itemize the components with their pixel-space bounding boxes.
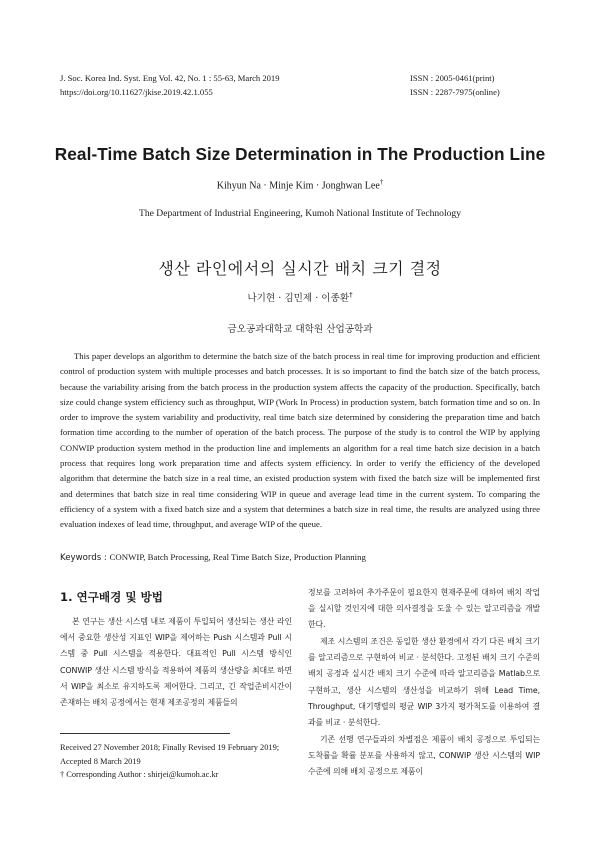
body-left-column: 본 연구는 생산 시스템 내로 제품이 투입되어 생산되는 생산 라인에서 중요한 생산성 지표인 WIP을 제어하는 Push 시스템과 Pull 시스템 중 Pull 시스템을 적용한다. 대표적인 Pull 시스템 방식인 CONWIP 생산 시스템 방식을 적용하여 제품의 생산량을 최대로 하면서 WIP을 최소로 유지하도록 제어한다. 그리고, 긴 작업준비시간이 존재하는 배치 공정에서는 현재 제조공정의 제품들의	[60, 617, 292, 708]
keywords	[60, 552, 540, 563]
issn-online: ISSN : 2287-7975(online)	[410, 87, 500, 97]
authors-ko-names: 나기현 · 김민제 · 이종환	[247, 293, 350, 304]
corresponding-mark-en: †	[379, 178, 384, 186]
footnote-received: Received 27 November 2018; Finally Revised 19 February 2019;	[60, 743, 280, 752]
abstract: This paper develops an algorithm to determine the batch size of the batch process in real time for improving production and efficient control of production system with multiple processes and batch processes. It is so important to find the batch size of the batch process, because the variability arising from the batch process in the production system affects the capacity of the production. Specifically, batch size could change system efficiency such as throughput, WIP (Work In Process) in production system, batch formation time and so on. In order to improve the system variability and productivity, real time batch size determined by considering the preparation time and batch formation time according to the number of operation of the batch process. The purpose of the study is to control the WIP by applying CONWIP production system method in the production line and implements an algorithm for a real time batch size decision in a batch process that requires long work preparation time and affects system efficiency. In order to verify the efficiency of the developed algorithm that determine the batch size in a real time, an existed production system with fixed the batch size will be implemented first and determines that batch size in real time considering WIP in queue and average lead time in the current system. To comparing the efficiency of a system with a fixed batch size and a system that determines a batch size in real time, the results are analyzed using three evaluation indexes of lead time, throughput, and average WIP of the queue.	[60, 351, 540, 530]
journal-citation: J. Soc. Korea Ind. Syst. Eng Vol. 42, No. 1 : 55-63, March 2019	[60, 73, 280, 83]
body-right-paragraph-3: 기존 선행 연구들과의 차별점은 제품이 배치 공정으로 투입되는 도착률을 확률 분포를 사용하지 않고, CONWIP 생산 시스템의 WIP 수준에 의해 배치 공정으로 제품이	[308, 735, 540, 777]
affiliation-en: The Department of Industrial Engineering, Kumoh National Institute of Technology	[138, 208, 462, 219]
footnotes	[60, 741, 295, 782]
keywords-list: CONWIP, Batch Processing, Real Time Batch Size, Production Planning	[109, 552, 366, 562]
journal-header	[60, 71, 280, 99]
section-heading-1: 1. 연구배경 및 방법	[60, 590, 163, 604]
issn-header	[410, 71, 500, 99]
issn-print: ISSN : 2005-0461(print)	[410, 73, 495, 83]
authors-en	[0, 178, 600, 191]
doi-link[interactable]: https://doi.org/10.11627/jkise.2019.42.1.055	[60, 87, 213, 97]
body-right-paragraph-1: 정보를 고려하여 추가주문이 필요한지 현재주문에 대하여 배치 작업을 실시할 것인지에 대한 의사결정을 도울 수 있는 알고리즘을 개발한다.	[308, 588, 540, 630]
authors-en-names: Kihyun Na · Minje Kim · Jonghwan Lee	[216, 180, 380, 192]
paper-title-en: Real-Time Batch Size Determination in The Production Line	[54, 144, 546, 164]
footnote-divider	[60, 733, 230, 734]
corresponding-mark-ko: †	[349, 290, 353, 299]
affiliation-ko: 금오공과대학교 대학원 산업공학과	[227, 324, 373, 335]
footnote-accepted: Accepted 8 March 2019	[60, 756, 141, 766]
keywords-label: Keywords :	[60, 553, 110, 563]
authors-ko	[0, 290, 600, 304]
footnote-corresponding: † Corresponding Author : shirjei@kumoh.ac.kr	[60, 770, 219, 779]
paper-title-ko: 생산 라인에서의 실시간 배치 크기 결정	[158, 259, 442, 278]
body-right-paragraph-2: 제조 시스템의 조건은 동일한 생산 환경에서 각기 다른 배치 크기를 알고리즘으로 구현하여 비교 · 분석한다. 고정된 배치 크기 수준의 배치 공정과 실시간 배치 크기 수준에 따라 알고리즘을 Matlab으로 구현하고, 생산 시스템의 생산성을 비교하기 위해 Lead Time, Throughput, 대기행렬의 평균 WIP 3가지 평가척도를 이용하여 결과를 비교 · 분석한다.	[308, 637, 540, 728]
